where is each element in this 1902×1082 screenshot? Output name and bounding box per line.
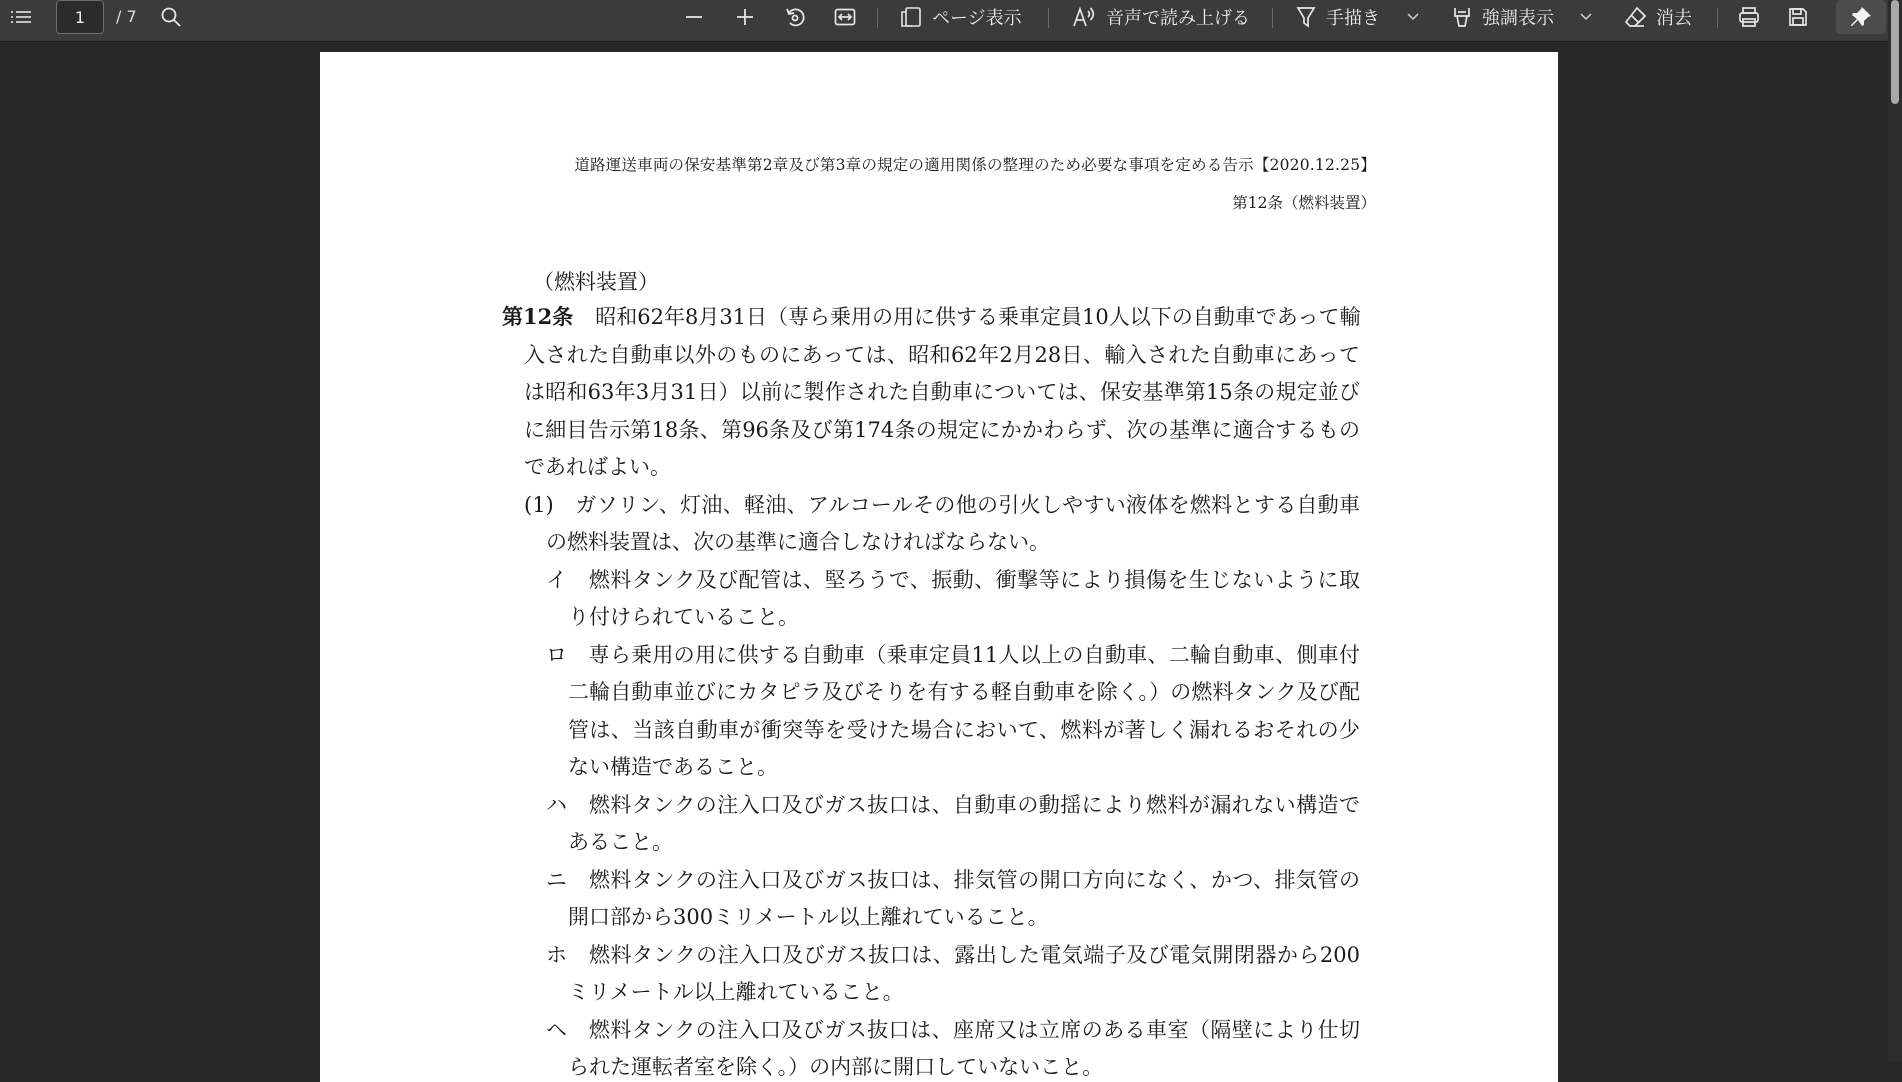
- erase-label: 消去: [1656, 8, 1692, 29]
- subitem-text-line: ロ 専ら乗用の用に供する自動車（乗車定員11人以上の自動車、二輪自動車、側車付: [546, 643, 1360, 667]
- pdf-page: [320, 52, 1558, 1082]
- subitem-text-line: イ 燃料タンク及び配管は、堅ろうで、振動、衝撃等により損傷を生じないように取: [546, 568, 1360, 592]
- subitem-text-line: 開口部から300ミリメートル以上離れていること。: [568, 905, 1049, 929]
- draw-button[interactable]: [1296, 0, 1380, 34]
- article-text-line: 昭和62年8月31日（専ら乗用の用に供する乗車定員10人以下の自動車であって輸: [595, 305, 1361, 329]
- draw-icon: [1296, 6, 1316, 28]
- search-icon[interactable]: [160, 0, 184, 34]
- read-aloud-label: 音声で読み上げる: [1106, 8, 1250, 29]
- draw-options-chevron[interactable]: [1407, 0, 1423, 34]
- item-text-line: の燃料装置は、次の基準に適合しなければならない。: [546, 530, 1050, 554]
- zoom-in-icon[interactable]: [735, 0, 759, 34]
- chevron-down-icon: [1407, 13, 1419, 21]
- item-text-line: (1) ガソリン、灯油、軽油、アルコールその他の引火しやすい液体を燃料とする自動車: [524, 493, 1360, 517]
- section-title: （燃料装置）: [533, 270, 659, 294]
- highlight-button[interactable]: [1452, 0, 1554, 34]
- article-text-line: 入された自動車以外のものにあっては、昭和62年2月28日、輸入された自動車にあって: [524, 343, 1360, 367]
- zoom-out-icon[interactable]: [684, 0, 708, 34]
- page-view-button[interactable]: [900, 0, 1022, 34]
- toolbar-separator: [1717, 8, 1718, 28]
- article-text-line: に細目告示第18条、第96条及び第174条の規定にかかわらず、次の基準に適合するもの: [524, 418, 1360, 442]
- fit-width-icon[interactable]: [834, 0, 860, 34]
- toolbar-separator: [877, 8, 878, 28]
- eraser-icon: [1624, 6, 1646, 28]
- article-number: 第12条: [502, 304, 574, 329]
- save-icon[interactable]: [1788, 0, 1812, 34]
- read-aloud-button[interactable]: [1072, 0, 1250, 34]
- subitem-text-line: ない構造であること。: [568, 755, 778, 779]
- rotate-icon[interactable]: [784, 0, 810, 34]
- page-total: / 7: [116, 7, 137, 26]
- article-text-line: であればよい。: [524, 455, 671, 479]
- article-text-line: は昭和63年3月31日）以前に製作された自動車については、保安基準第15条の規定並び: [524, 380, 1360, 404]
- subitem-text-line: ホ 燃料タンクの注入口及びガス抜口は、露出した電気端子及び電気開閉器から200: [546, 943, 1360, 967]
- document-header-subtitle: 第12条（燃料装置）: [1232, 194, 1376, 212]
- read-aloud-icon: [1072, 6, 1096, 28]
- scrollbar-thumb[interactable]: [1891, 0, 1899, 104]
- subitem-text-line: ミリメートル以上離れていること。: [568, 980, 904, 1004]
- pin-icon[interactable]: [1850, 0, 1874, 34]
- subitem-text-line: 管は、当該自動車が衝突等を受けた場合において、燃料が著しく漏れるおそれの少: [568, 718, 1360, 742]
- pdf-toolbar: [0, 0, 1902, 42]
- highlight-options-chevron[interactable]: [1580, 0, 1596, 34]
- draw-label: 手描き: [1326, 8, 1380, 29]
- highlight-icon: [1452, 6, 1472, 28]
- toolbar-separator: [1048, 8, 1049, 28]
- document-header-title: 道路運送車両の保安基準第2章及び第3章の規定の適用関係の整理のため必要な事項を定める告示【2020.12.25】: [574, 156, 1376, 174]
- page-view-label: ページ表示: [932, 8, 1022, 29]
- scrollbar-track[interactable]: [1888, 0, 1902, 1062]
- subitem-text-line: ヘ 燃料タンクの注入口及びガス抜口は、座席又は立席のある車室（隔壁により仕切: [546, 1018, 1360, 1042]
- contents-icon[interactable]: [10, 0, 36, 34]
- print-icon[interactable]: [1738, 0, 1762, 34]
- highlight-label: 強調表示: [1482, 8, 1554, 29]
- subitem-text-line: ニ 燃料タンクの注入口及びガス抜口は、排気管の開口方向になく、かつ、排気管の: [546, 868, 1360, 892]
- erase-button[interactable]: [1624, 0, 1692, 34]
- article-first-line: [502, 302, 1360, 332]
- subitem-text-line: 二輪自動車並びにカタピラ及びそりを有する軽自動車を除く。）の燃料タンク及び配: [568, 680, 1360, 704]
- subitem-text-line: ハ 燃料タンクの注入口及びガス抜口は、自動車の動揺により燃料が漏れない構造で: [546, 793, 1360, 817]
- chevron-down-icon: [1580, 13, 1592, 21]
- page-number-input[interactable]: [56, 0, 104, 34]
- page-view-icon: [900, 6, 922, 28]
- subitem-text-line: られた運転者室を除く。）の内部に開口していないこと。: [568, 1055, 1104, 1079]
- subitem-text-line: あること。: [568, 830, 673, 854]
- toolbar-separator: [1272, 8, 1273, 28]
- subitem-text-line: り付けられていること。: [568, 605, 799, 629]
